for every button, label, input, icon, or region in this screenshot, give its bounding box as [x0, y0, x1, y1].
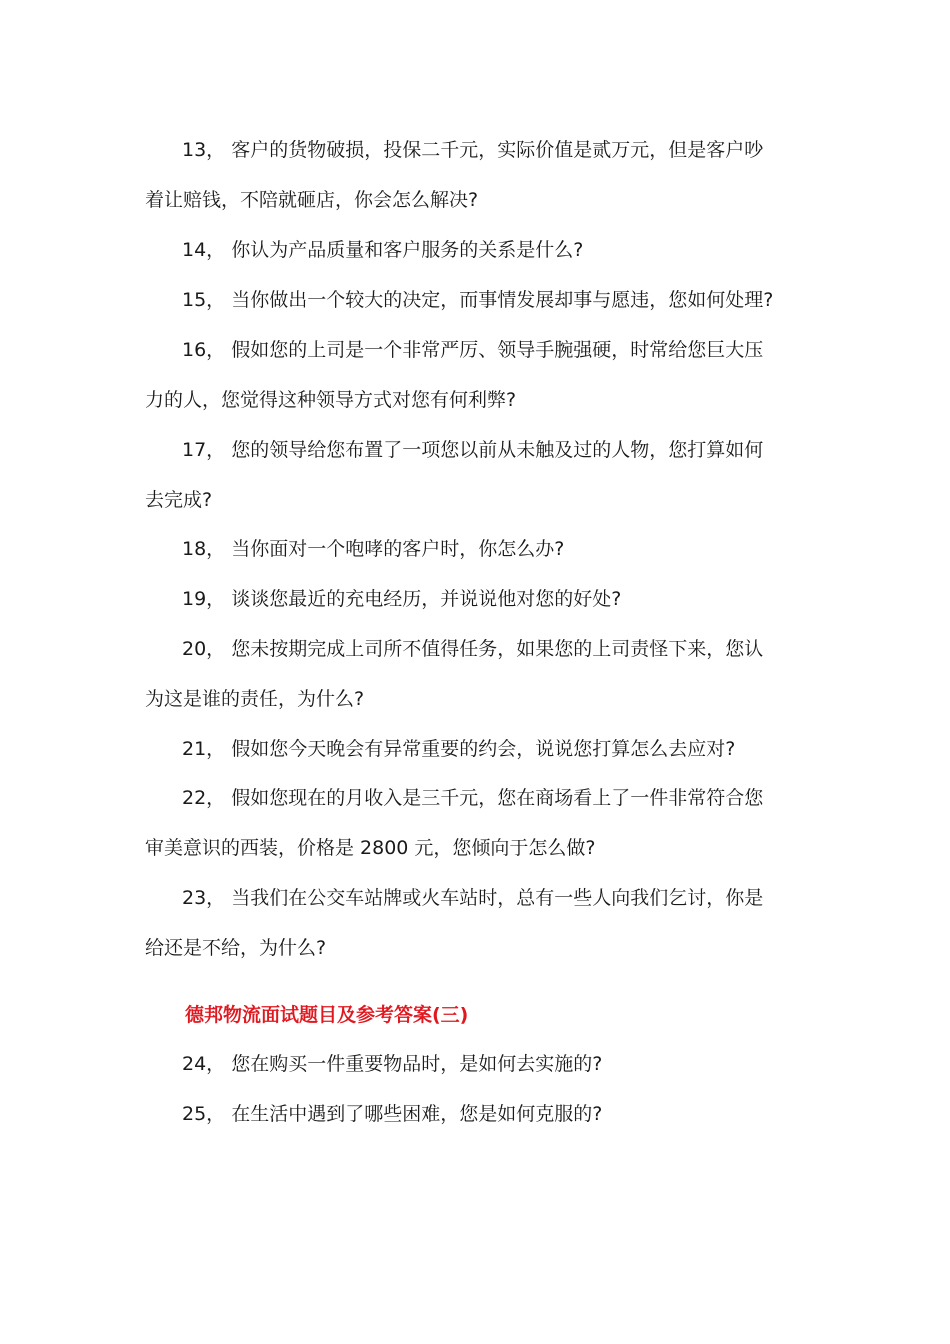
section-heading: 德邦物流面试题目及参考答案(三) [185, 1004, 469, 1026]
question-20-line-2: 为这是谁的责任，为什么? [145, 688, 365, 710]
question-16-line-1: 16， 假如您的上司是一个非常严厉、领导手腕强硬，时常给您巨大压 [182, 339, 764, 361]
question-13-line-2: 着让赔钱，不陪就砸店，你会怎么解决? [145, 189, 479, 211]
question-15: 15， 当你做出一个较大的决定，而事情发展却事与愿违，您如何处理? [182, 289, 774, 311]
question-24: 24， 您在购买一件重要物品时，是如何去实施的? [182, 1053, 603, 1075]
question-25: 25， 在生活中遇到了哪些困难，您是如何克服的? [182, 1103, 603, 1125]
question-13-line-1: 13， 客户的货物破损，投保二千元，实际价值是贰万元，但是客户吵 [182, 139, 764, 161]
question-16-line-2: 力的人，您觉得这种领导方式对您有何利弊? [145, 389, 517, 411]
question-23-line-2: 给还是不给，为什么? [145, 937, 327, 959]
question-22-line-1: 22， 假如您现在的月收入是三千元，您在商场看上了一件非常符合您 [182, 787, 764, 809]
question-17-line-2: 去完成? [145, 489, 213, 511]
question-17-line-1: 17， 您的领导给您布置了一项您以前从未触及过的人物，您打算如何 [182, 439, 764, 461]
question-19: 19， 谈谈您最近的充电经历，并说说他对您的好处? [182, 588, 622, 610]
question-23-line-1: 23， 当我们在公交车站牌或火车站时，总有一些人向我们乞讨，你是 [182, 887, 764, 909]
question-22-line-2: 审美意识的西装，价格是 2800 元，您倾向于怎么做? [145, 837, 596, 859]
question-21: 21， 假如您今天晚会有异常重要的约会，说说您打算怎么去应对? [182, 738, 736, 760]
question-14: 14， 你认为产品质量和客户服务的关系是什么? [182, 239, 584, 261]
question-18: 18， 当你面对一个咆哮的客户时，你怎么办? [182, 538, 565, 560]
question-20-line-1: 20， 您未按期完成上司所不值得任务，如果您的上司责怪下来，您认 [182, 638, 764, 660]
